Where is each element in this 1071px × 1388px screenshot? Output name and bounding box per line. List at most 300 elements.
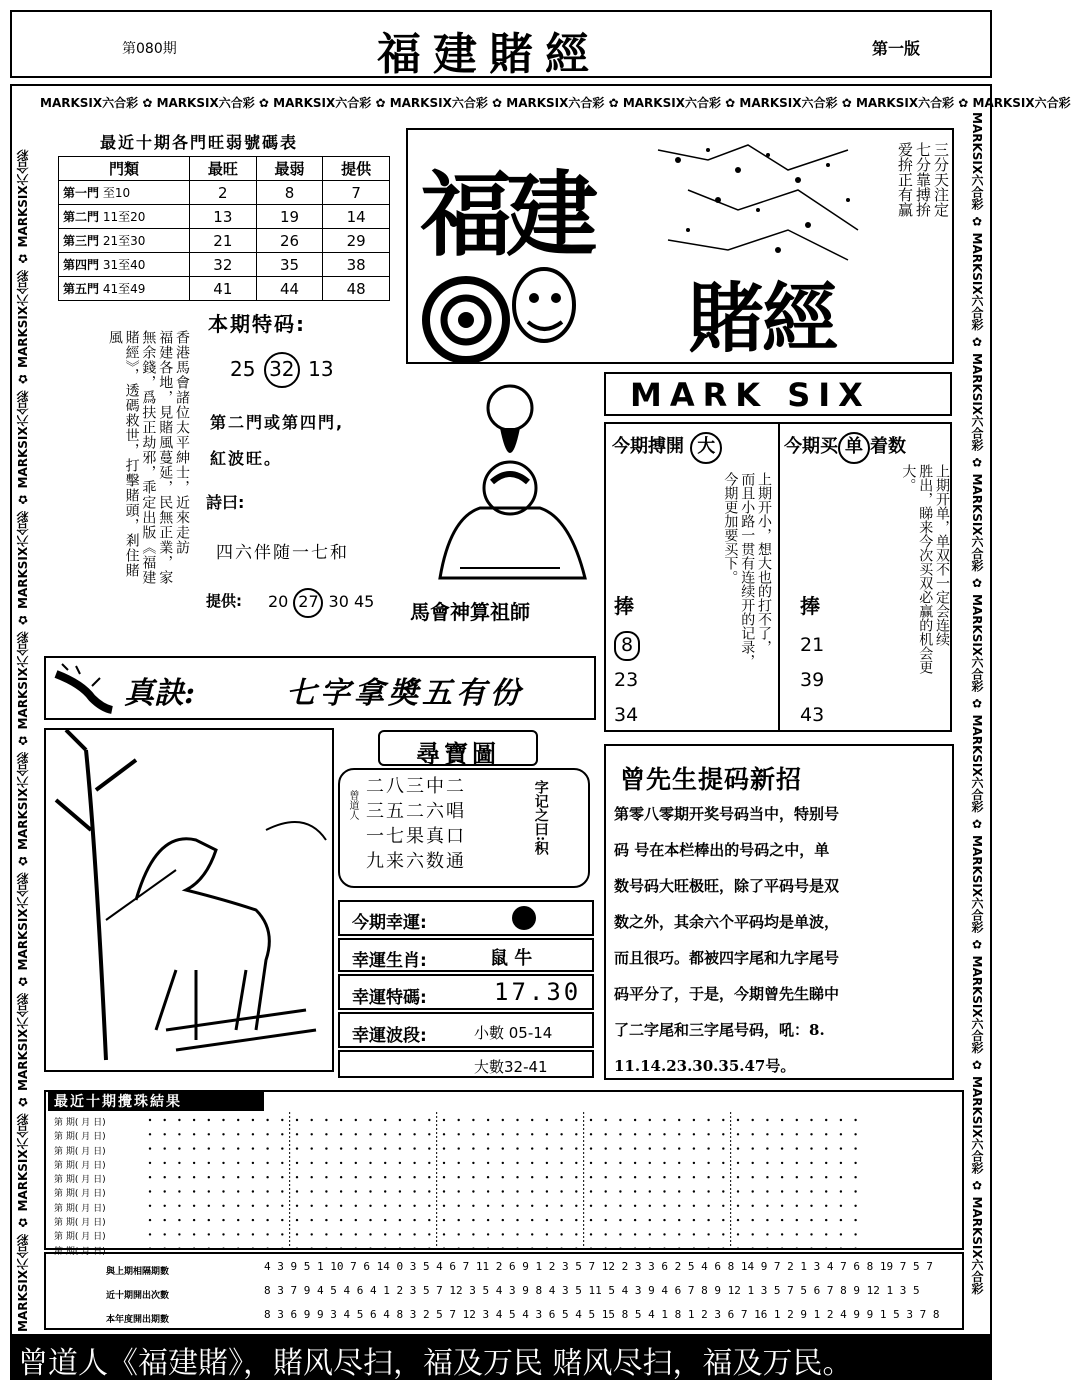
grid-dot bbox=[399, 1176, 401, 1178]
col-hot: 最旺 bbox=[190, 157, 257, 181]
grid-dot bbox=[208, 1176, 210, 1178]
grid-dot bbox=[266, 1233, 268, 1235]
story-text: 香港馬會諸位太平紳士，近來走訪 福建各地，見賭風蔓延，民無正業，家 無余錢，爲扶正劫邪，乖定出版《福建 賭經》，透碼救世，打擊賭頭，剎住賭 風 bbox=[106, 330, 190, 585]
grid-dot bbox=[208, 1233, 210, 1235]
grid-dot bbox=[546, 1119, 548, 1121]
grid-dot bbox=[340, 1119, 342, 1121]
grid-dot bbox=[193, 1219, 195, 1221]
odd-even-title: 今期买 单 着数 bbox=[784, 432, 906, 464]
grid-dot bbox=[575, 1133, 577, 1135]
big-small-text: 上期开小，想大也的打不了， 而且小路一贯有连续开的记录， 今期更加要买下。 bbox=[722, 472, 772, 668]
grid-dot bbox=[149, 1190, 151, 1192]
grid-dot bbox=[487, 1119, 489, 1121]
logo-slogan: 三分天注定 七分靠搏拚 爱拚正有赢 bbox=[896, 142, 950, 217]
grid-dot bbox=[619, 1133, 621, 1135]
grid-dot bbox=[399, 1162, 401, 1164]
grid-dot bbox=[575, 1190, 577, 1192]
grid-dot bbox=[355, 1133, 357, 1135]
grid-dot bbox=[722, 1147, 724, 1149]
treasure-title-box bbox=[378, 730, 538, 766]
grid-dot bbox=[487, 1190, 489, 1192]
grid-dot bbox=[281, 1190, 283, 1192]
grid-dot bbox=[296, 1233, 298, 1235]
grid-dot bbox=[605, 1176, 607, 1178]
grid-dot bbox=[752, 1190, 754, 1192]
grid-dot bbox=[325, 1133, 327, 1135]
treasure-scroll bbox=[338, 768, 590, 888]
grid-dot bbox=[178, 1119, 180, 1121]
grid-dot bbox=[237, 1205, 239, 1207]
grid-dot bbox=[384, 1119, 386, 1121]
grid-dot bbox=[281, 1233, 283, 1235]
grid-dot bbox=[796, 1190, 798, 1192]
grid-dot bbox=[693, 1219, 695, 1221]
grid-dot bbox=[487, 1162, 489, 1164]
grid-dot bbox=[825, 1219, 827, 1221]
grid-dot bbox=[413, 1190, 415, 1192]
grid-dot bbox=[781, 1233, 783, 1235]
grid-dot bbox=[796, 1147, 798, 1149]
grid-dot bbox=[222, 1162, 224, 1164]
grid-dot bbox=[546, 1190, 548, 1192]
grid-dot bbox=[487, 1147, 489, 1149]
luck-band-big-row: 大數32-41 bbox=[338, 1050, 594, 1078]
results-dot-grid bbox=[142, 1112, 962, 1252]
formula-panel bbox=[44, 656, 596, 720]
grid-dot bbox=[663, 1205, 665, 1207]
grid-dot bbox=[252, 1176, 254, 1178]
grid-dot bbox=[678, 1233, 680, 1235]
grid-dot bbox=[355, 1162, 357, 1164]
grid-dot bbox=[854, 1147, 856, 1149]
grid-dot bbox=[502, 1190, 504, 1192]
grid-dot bbox=[355, 1119, 357, 1121]
formula-label: 真訣: bbox=[124, 676, 196, 711]
grid-dot bbox=[840, 1219, 842, 1221]
grid-dot bbox=[693, 1190, 695, 1192]
grid-dot bbox=[399, 1248, 401, 1250]
mark-six-text: MARK SIX bbox=[630, 376, 871, 414]
grid-dot bbox=[531, 1162, 533, 1164]
grid-dot bbox=[178, 1233, 180, 1235]
grid-dot bbox=[311, 1219, 313, 1221]
grid-dot bbox=[766, 1219, 768, 1221]
grid-dot bbox=[458, 1190, 460, 1192]
grid-dot bbox=[428, 1248, 430, 1250]
grid-dot bbox=[752, 1147, 754, 1149]
grid-dot bbox=[605, 1190, 607, 1192]
grid-dot bbox=[810, 1176, 812, 1178]
treasure-sign: 曾道人 bbox=[347, 790, 358, 820]
grid-dot bbox=[840, 1119, 842, 1121]
grid-dot bbox=[825, 1119, 827, 1121]
grid-dot bbox=[164, 1190, 166, 1192]
grid-dot bbox=[752, 1119, 754, 1121]
grid-dot bbox=[222, 1119, 224, 1121]
grid-dot bbox=[325, 1176, 327, 1178]
grid-dot bbox=[252, 1219, 254, 1221]
grid-dot bbox=[854, 1162, 856, 1164]
grid-dot bbox=[854, 1233, 856, 1235]
footer-row-values: 4 3 9 5 1 10 7 6 14 0 3 5 4 6 7 11 2 6 9 1 2 3 5 7 12 2 3 3 6 2 5 4 6 8 14 9 7 2 1 3 4 7 6 8 19 7 5 7 bbox=[264, 1260, 933, 1273]
grid-dot bbox=[810, 1147, 812, 1149]
grid-dot bbox=[575, 1119, 577, 1121]
masthead-title: 福建賭經 bbox=[377, 29, 601, 80]
grid-dot bbox=[384, 1147, 386, 1149]
grid-dot bbox=[722, 1219, 724, 1221]
grid-dot bbox=[590, 1219, 592, 1221]
grid-dot bbox=[384, 1190, 386, 1192]
grid-dot bbox=[487, 1233, 489, 1235]
grid-dot bbox=[369, 1233, 371, 1235]
grid-dot bbox=[296, 1219, 298, 1221]
grid-dot bbox=[443, 1119, 445, 1121]
grid-dot bbox=[428, 1162, 430, 1164]
grid-dot bbox=[619, 1190, 621, 1192]
grid-dot bbox=[693, 1133, 695, 1135]
big-small-title: 今期搏開 大 bbox=[612, 432, 722, 464]
grid-dot bbox=[840, 1133, 842, 1135]
grid-dot bbox=[737, 1205, 739, 1207]
grid-dot bbox=[707, 1176, 709, 1178]
grid-dot bbox=[854, 1248, 856, 1250]
grid-dot bbox=[546, 1133, 548, 1135]
grid-dot bbox=[796, 1219, 798, 1221]
grid-dot bbox=[678, 1190, 680, 1192]
grid-dot bbox=[707, 1233, 709, 1235]
grid-dot bbox=[472, 1176, 474, 1178]
grid-dot bbox=[266, 1219, 268, 1221]
table-row: 第一門 至10 2 8 7 bbox=[59, 181, 390, 205]
grid-dot bbox=[340, 1190, 342, 1192]
grid-dot bbox=[428, 1133, 430, 1135]
luck-zodiac-row: 幸運生肖: 鼠 牛 bbox=[338, 938, 594, 972]
big-small-label: 捧 bbox=[614, 594, 634, 618]
grid-dot bbox=[458, 1205, 460, 1207]
grid-dot bbox=[340, 1133, 342, 1135]
grid-dot bbox=[296, 1162, 298, 1164]
grid-dot bbox=[737, 1133, 739, 1135]
grid-dot bbox=[149, 1219, 151, 1221]
grid-dot bbox=[472, 1219, 474, 1221]
grid-dot bbox=[766, 1233, 768, 1235]
grid-dot bbox=[178, 1248, 180, 1250]
grid-dot bbox=[325, 1248, 327, 1250]
grid-dot bbox=[678, 1205, 680, 1207]
grid-dot bbox=[472, 1119, 474, 1121]
grid-dot bbox=[693, 1147, 695, 1149]
bottom-banner-bg bbox=[10, 1334, 992, 1380]
grid-dot bbox=[458, 1248, 460, 1250]
grid-dot bbox=[781, 1119, 783, 1121]
grid-dot bbox=[590, 1162, 592, 1164]
grid-dot bbox=[854, 1219, 856, 1221]
grid-dot bbox=[546, 1219, 548, 1221]
grid-dot bbox=[752, 1176, 754, 1178]
grid-dot bbox=[252, 1147, 254, 1149]
grid-dot bbox=[796, 1233, 798, 1235]
col-gate: 門類 bbox=[59, 157, 190, 181]
grid-dot bbox=[531, 1205, 533, 1207]
footer-stats: 與上期相隔期數 4 3 9 5 1 10 7 6 14 0 3 5 4 6 7 11 2 6 9 1 2 3 5 7 12 2 3 3 6 2 5 4 6 8 14 9 7 2 1 3 4 7 6 8 19 7 5 7 近十期開出次數 8 3 7 9 4 5 4 6 4 1 2 3 5 7 12 3 5 4 3 9 8 4 3 5 11 5 4 3 9 4 6 7 8 9 12 1 3 5 7 5 6 7 8 9 12 1 3 5 本年度開出期數 8 3 6 9 9 3 4 5 6 4 8 3 2 5 7 12 3 4 5 4 3 6 5 4 5 15 8 5 4 1 8 1 2 3 6 7 16 1 2 9 1 2 4 9 9 1 5 3 7 8 bbox=[44, 1252, 964, 1330]
grid-dot bbox=[149, 1176, 151, 1178]
grid-dot bbox=[355, 1233, 357, 1235]
grid-dot bbox=[502, 1233, 504, 1235]
grid-dot bbox=[619, 1119, 621, 1121]
grid-dot bbox=[796, 1119, 798, 1121]
grid-dot bbox=[707, 1162, 709, 1164]
grid-dot bbox=[766, 1190, 768, 1192]
grid-dot bbox=[193, 1190, 195, 1192]
mr-zeng-title: 曾先生提码新招 bbox=[620, 765, 803, 794]
grid-dot bbox=[634, 1176, 636, 1178]
grid-dot bbox=[722, 1119, 724, 1121]
grid-dot bbox=[266, 1162, 268, 1164]
mr-zeng-body: 第零八零期开奖号码当中，特别号 码 号在本栏棒出的号码之中，单 数号码大旺极旺，除了平码号是双 数之外，其余六个平码均是单波， 而且很巧。都被四字尾和九字尾号 码平分了，于是，今期曾先生睇中 了二字尾和三字尾号码，吼：8. 11.14.23.30.35.47号。 bbox=[614, 805, 840, 1075]
grid-dot bbox=[516, 1205, 518, 1207]
grid-dot bbox=[663, 1190, 665, 1192]
grid-dot bbox=[634, 1119, 636, 1121]
table-row: 第二門 11至20 13 19 14 bbox=[59, 205, 390, 229]
grid-dot bbox=[384, 1205, 386, 1207]
grid-dot bbox=[443, 1147, 445, 1149]
grid-dot bbox=[443, 1248, 445, 1250]
grid-dot bbox=[311, 1190, 313, 1192]
grid-dot bbox=[722, 1190, 724, 1192]
grid-dot bbox=[399, 1219, 401, 1221]
grid-dot bbox=[854, 1133, 856, 1135]
grid-dot bbox=[502, 1147, 504, 1149]
grid-dot bbox=[487, 1248, 489, 1250]
grid-dot bbox=[766, 1205, 768, 1207]
grid-dot bbox=[502, 1248, 504, 1250]
grid-dot bbox=[854, 1205, 856, 1207]
grid-dot bbox=[634, 1248, 636, 1250]
grid-dot bbox=[237, 1233, 239, 1235]
special-numbers bbox=[230, 352, 334, 388]
grid-dot bbox=[516, 1190, 518, 1192]
grid-dot bbox=[560, 1162, 562, 1164]
insect-illustration bbox=[52, 664, 116, 714]
grid-dot bbox=[634, 1133, 636, 1135]
grid-dot bbox=[355, 1219, 357, 1221]
results-panel bbox=[44, 1090, 964, 1257]
grid-dot bbox=[531, 1219, 533, 1221]
grid-dot bbox=[575, 1205, 577, 1207]
grid-dot bbox=[399, 1190, 401, 1192]
grid-dot bbox=[443, 1162, 445, 1164]
grid-dot bbox=[840, 1176, 842, 1178]
grid-dot bbox=[458, 1119, 460, 1121]
special-number: 13 bbox=[308, 357, 334, 381]
luck-color-row: 今期幸運: bbox=[338, 900, 594, 936]
grid-dot bbox=[340, 1219, 342, 1221]
grid-dot bbox=[825, 1176, 827, 1178]
grid-dot bbox=[531, 1176, 533, 1178]
grid-dot bbox=[619, 1162, 621, 1164]
grid-dot bbox=[193, 1133, 195, 1135]
grid-dot bbox=[649, 1205, 651, 1207]
grid-dot bbox=[781, 1162, 783, 1164]
grid-dot bbox=[369, 1190, 371, 1192]
grid-dot bbox=[575, 1248, 577, 1250]
grid-dot bbox=[164, 1133, 166, 1135]
grid-dot bbox=[296, 1176, 298, 1178]
grid-dot bbox=[428, 1176, 430, 1178]
grid-dot bbox=[237, 1248, 239, 1250]
grid-dot bbox=[502, 1219, 504, 1221]
grid-dot bbox=[737, 1248, 739, 1250]
grid-dot bbox=[399, 1147, 401, 1149]
grid-dot bbox=[399, 1233, 401, 1235]
grid-dot bbox=[663, 1248, 665, 1250]
col-cold: 最弱 bbox=[256, 157, 323, 181]
grid-dot bbox=[796, 1133, 798, 1135]
grid-dot bbox=[605, 1219, 607, 1221]
grid-dot bbox=[502, 1205, 504, 1207]
horse-illustration bbox=[46, 730, 332, 1070]
grid-dot bbox=[472, 1190, 474, 1192]
grid-dot bbox=[384, 1162, 386, 1164]
grid-dot bbox=[531, 1190, 533, 1192]
grid-dot bbox=[252, 1205, 254, 1207]
grid-dot bbox=[222, 1219, 224, 1221]
grid-dot bbox=[840, 1147, 842, 1149]
grid-dot bbox=[560, 1248, 562, 1250]
grid-dot bbox=[237, 1119, 239, 1121]
grid-dot bbox=[413, 1219, 415, 1221]
grid-dot bbox=[340, 1162, 342, 1164]
grid-dot bbox=[413, 1119, 415, 1121]
footer-row-values: 8 3 6 9 9 3 4 5 6 4 8 3 2 5 7 12 3 4 5 4 3 6 5 4 5 15 8 5 4 1 8 1 2 3 6 7 16 1 2 9 1 2 4 9 9 1 5 3 7 8 bbox=[264, 1308, 940, 1321]
grid-dot bbox=[443, 1176, 445, 1178]
grid-dot bbox=[428, 1190, 430, 1192]
grid-dot bbox=[575, 1233, 577, 1235]
grid-dot bbox=[590, 1133, 592, 1135]
tips-panel bbox=[604, 422, 952, 732]
grid-dot bbox=[590, 1147, 592, 1149]
grid-dot bbox=[472, 1147, 474, 1149]
grid-dot bbox=[854, 1176, 856, 1178]
grid-dot bbox=[178, 1205, 180, 1207]
grid-dot bbox=[707, 1147, 709, 1149]
grid-dot bbox=[149, 1162, 151, 1164]
grid-dot bbox=[340, 1205, 342, 1207]
grid-dot bbox=[737, 1190, 739, 1192]
grid-dot bbox=[502, 1133, 504, 1135]
grid-dot bbox=[208, 1147, 210, 1149]
grid-dot bbox=[208, 1119, 210, 1121]
special-number-circled: 32 bbox=[264, 352, 300, 388]
grid-dot bbox=[311, 1176, 313, 1178]
grid-dot bbox=[340, 1176, 342, 1178]
formula-text: 七字拿奬五有份 bbox=[286, 676, 524, 711]
grid-dot bbox=[458, 1233, 460, 1235]
grid-dot bbox=[164, 1119, 166, 1121]
grid-dot bbox=[237, 1133, 239, 1135]
grid-dot bbox=[149, 1205, 151, 1207]
grid-dot bbox=[663, 1162, 665, 1164]
grid-dot bbox=[369, 1205, 371, 1207]
grid-dot bbox=[796, 1205, 798, 1207]
logo-big-2: 賭經 bbox=[688, 274, 836, 363]
left-banner: MARKSIX六合彩 ✿ MARKSIX六合彩 ✿ MARKSIX六合彩 ✿ MARKSIX六合彩 ✿ MARKSIX六合彩 ✿ MARKSIX六合彩 ✿ MARKSIX六合彩 ✿ MARKSIX六合彩 ✿ MARKSIX六合彩 ✿ MARKSIX六合彩 bbox=[16, 149, 30, 1332]
grid-dot bbox=[737, 1162, 739, 1164]
grid-dot bbox=[458, 1147, 460, 1149]
grid-dot bbox=[619, 1147, 621, 1149]
grid-dot bbox=[193, 1119, 195, 1121]
grid-dot bbox=[443, 1205, 445, 1207]
grid-dot bbox=[222, 1147, 224, 1149]
grid-dot bbox=[634, 1219, 636, 1221]
grid-dot bbox=[840, 1190, 842, 1192]
grid-dot bbox=[605, 1119, 607, 1121]
grid-dot bbox=[590, 1248, 592, 1250]
grid-dot bbox=[164, 1162, 166, 1164]
grid-dot bbox=[766, 1248, 768, 1250]
grid-dot bbox=[443, 1133, 445, 1135]
grid-dot bbox=[649, 1147, 651, 1149]
grid-dot bbox=[649, 1248, 651, 1250]
grid-dot bbox=[222, 1133, 224, 1135]
grid-dot bbox=[707, 1205, 709, 1207]
grid-dot bbox=[707, 1133, 709, 1135]
grid-dot bbox=[325, 1190, 327, 1192]
grid-dot bbox=[737, 1147, 739, 1149]
grid-dot bbox=[355, 1205, 357, 1207]
grid-dot bbox=[178, 1133, 180, 1135]
grid-dot bbox=[325, 1147, 327, 1149]
poem-label: 詩曰: bbox=[206, 493, 245, 512]
grid-dot bbox=[208, 1133, 210, 1135]
grid-dot bbox=[707, 1248, 709, 1250]
grid-dot bbox=[208, 1205, 210, 1207]
grid-dot bbox=[487, 1176, 489, 1178]
grid-dot bbox=[560, 1205, 562, 1207]
grid-dot bbox=[781, 1133, 783, 1135]
grid-dot bbox=[311, 1248, 313, 1250]
grid-dot bbox=[237, 1219, 239, 1221]
grid-dot bbox=[781, 1190, 783, 1192]
wave-tip: 紅波旺。 bbox=[210, 449, 283, 468]
grid-dot bbox=[458, 1176, 460, 1178]
grid-dot bbox=[854, 1119, 856, 1121]
grid-dot bbox=[663, 1147, 665, 1149]
grid-dot bbox=[340, 1233, 342, 1235]
grid-dot bbox=[649, 1176, 651, 1178]
grid-dot bbox=[281, 1176, 283, 1178]
grid-dot bbox=[531, 1133, 533, 1135]
bottom-banner-text: 曾道人《福建賭》，賭风尽扫，福及万民 赌风尽扫，福及万民。 bbox=[18, 1346, 853, 1381]
grid-dot bbox=[502, 1119, 504, 1121]
grid-dot bbox=[222, 1248, 224, 1250]
grid-dot bbox=[634, 1162, 636, 1164]
treasure-side: 字记之曰:积 bbox=[532, 780, 549, 856]
grid-dot bbox=[252, 1190, 254, 1192]
grid-dot bbox=[369, 1147, 371, 1149]
grid-dot bbox=[560, 1147, 562, 1149]
grid-dot bbox=[340, 1248, 342, 1250]
grid-dot bbox=[193, 1176, 195, 1178]
grid-dot bbox=[531, 1233, 533, 1235]
grid-dot bbox=[311, 1205, 313, 1207]
grid-dot bbox=[413, 1133, 415, 1135]
grid-dot bbox=[384, 1233, 386, 1235]
grid-dot bbox=[516, 1233, 518, 1235]
provide-numbers: 20 27 30 45 bbox=[268, 588, 374, 618]
grid-dot bbox=[649, 1233, 651, 1235]
grid-dot bbox=[605, 1147, 607, 1149]
